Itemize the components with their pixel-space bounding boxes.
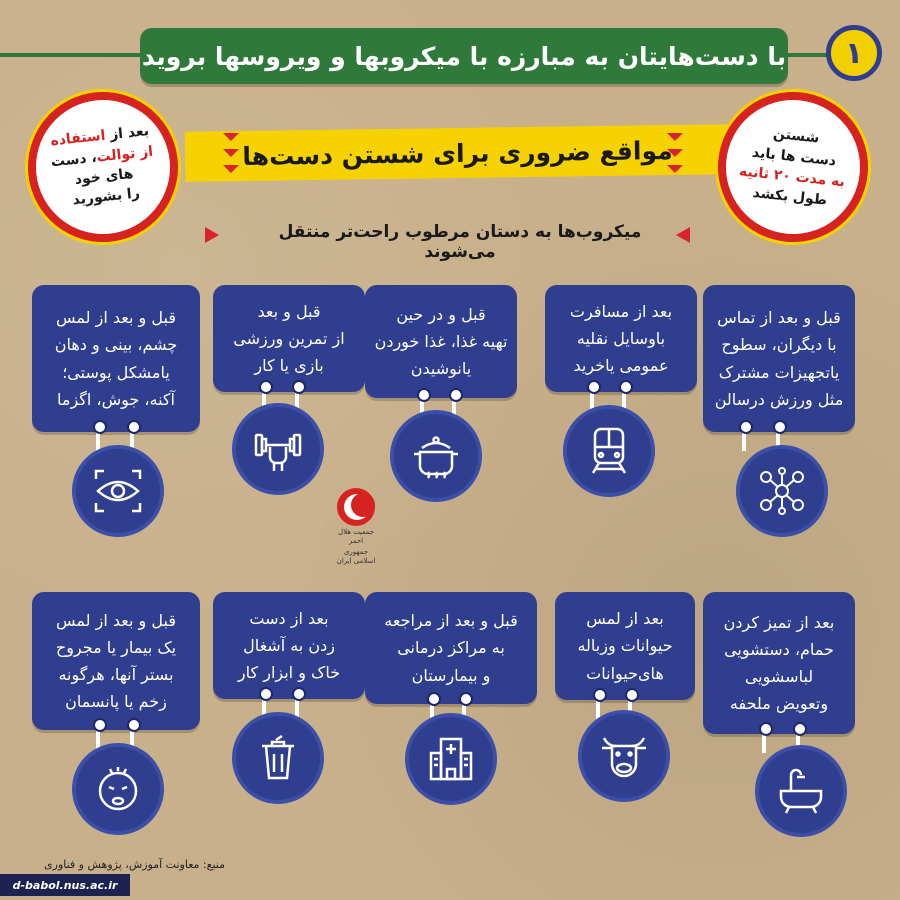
card-text: بعد از دست زدن به آشغال خاک و ابزار کار [237,608,341,683]
essential-times-title: مواقع ضروری برای شستن دست‌ها [242,135,673,171]
card-connector [96,425,100,451]
bathtub-icon [755,745,847,837]
card-bathroom-cleaning [703,592,855,734]
stamp-text-highlight: از توالت [95,143,154,166]
cow-icon [578,710,670,802]
card-text: قبل و بعد از تماس با دیگران، سطوح یاتجهیزات مشترک مثل ورزش درسالن [714,308,844,409]
card-connector [596,693,600,719]
page-title [140,28,788,84]
dumbbell-fist-icon [232,403,324,495]
card-exercise [213,285,365,392]
stamp-text-highlight: استفاده [49,128,107,150]
stamp-text: شستن [772,126,821,147]
chevron-down-icon [666,133,684,173]
card-public-transport [545,285,697,392]
card-connector [295,692,299,718]
card-text: قبل و بعد از تمرین ورزشی بازی یا کار [233,301,345,376]
hospital-icon [405,713,497,805]
card-connector [96,723,100,749]
website-url: d-babol.nus.ac.ir [12,878,118,892]
card-garbage [213,592,365,699]
card-connector [742,425,746,451]
card-food-prep [365,285,517,398]
header-line-left [0,53,140,57]
triangle-marker-icon [205,227,219,243]
stamp-text: دست ها باید [751,144,837,170]
subtitle: میکروب‌ها به دستان مرطوب راحت‌تر منتقل می‌شوند [278,222,642,262]
sick-face-icon [72,743,164,835]
eye-scan-icon [72,445,164,537]
card-text: بعد از تمیز کردن حمام، دستشویی لباسشویی وتعویض ملحفه [723,612,835,714]
network-people-icon [736,445,828,537]
card-connector [762,727,766,753]
card-animals [555,592,695,700]
stamp-text: طول بکشد [751,185,828,209]
section-number-badge [826,25,882,81]
card-face-touch [32,285,200,432]
logo-text: جمهوری اسلامی ایران [336,548,376,566]
trash-can-icon [232,712,324,804]
page-title-text: با دست‌هایتان به مبارزه با میکروبها و ویروسها بروید [141,41,787,71]
card-text: بعد از مسافرت باوسایل نقلیه عمومی یاخرید [569,301,673,376]
website-tag [0,874,130,896]
stamp-text: ، دست [50,149,98,171]
cooking-pot-icon [390,410,482,502]
card-text: قبل و در حین تهیه غذا، غذا خوردن یانوشیدن [374,304,508,379]
card-text: قبل و بعد از لمس چشم، بینی و دهان یامشکل پوستی؛ آکنه، جوش، اگزما [54,308,178,409]
chevron-down-icon [222,133,240,173]
header-line-right [788,53,828,57]
card-healthcare [365,592,537,704]
train-icon [563,405,655,497]
card-patient-care [32,592,200,730]
card-text: قبل و بعد از لمس یک بیمار یا مجروح بستر آنها، هرگونه زخم یا پانسمان [55,610,177,712]
stamp-text: را بشورید [71,185,141,209]
essential-times-banner [185,124,731,182]
wash-duration-stamp [711,85,876,250]
red-crescent-logo [336,488,376,568]
stamp-text-highlight: به مدت ۲۰ ثانیه [738,163,846,191]
red-crescent-icon [337,488,375,526]
stamp-text: بعد از [104,123,150,144]
triangle-marker-icon [676,227,690,243]
logo-text: جمعیت هلال احمر [338,528,374,546]
section-number: ۱ [844,35,864,71]
stamp-text: های خود [74,165,135,188]
source-credit: منبع: معاونت آموزش، پژوهش و فناوری [44,858,225,871]
toilet-wash-stamp [21,85,186,250]
card-text: بعد از لمس حیوانات وزباله های‌حیوانات [577,609,673,683]
card-text: قبل و بعد از مراجعه به مراکز درمانی و بیمارستان [384,611,518,685]
card-contact-surfaces [703,285,855,432]
